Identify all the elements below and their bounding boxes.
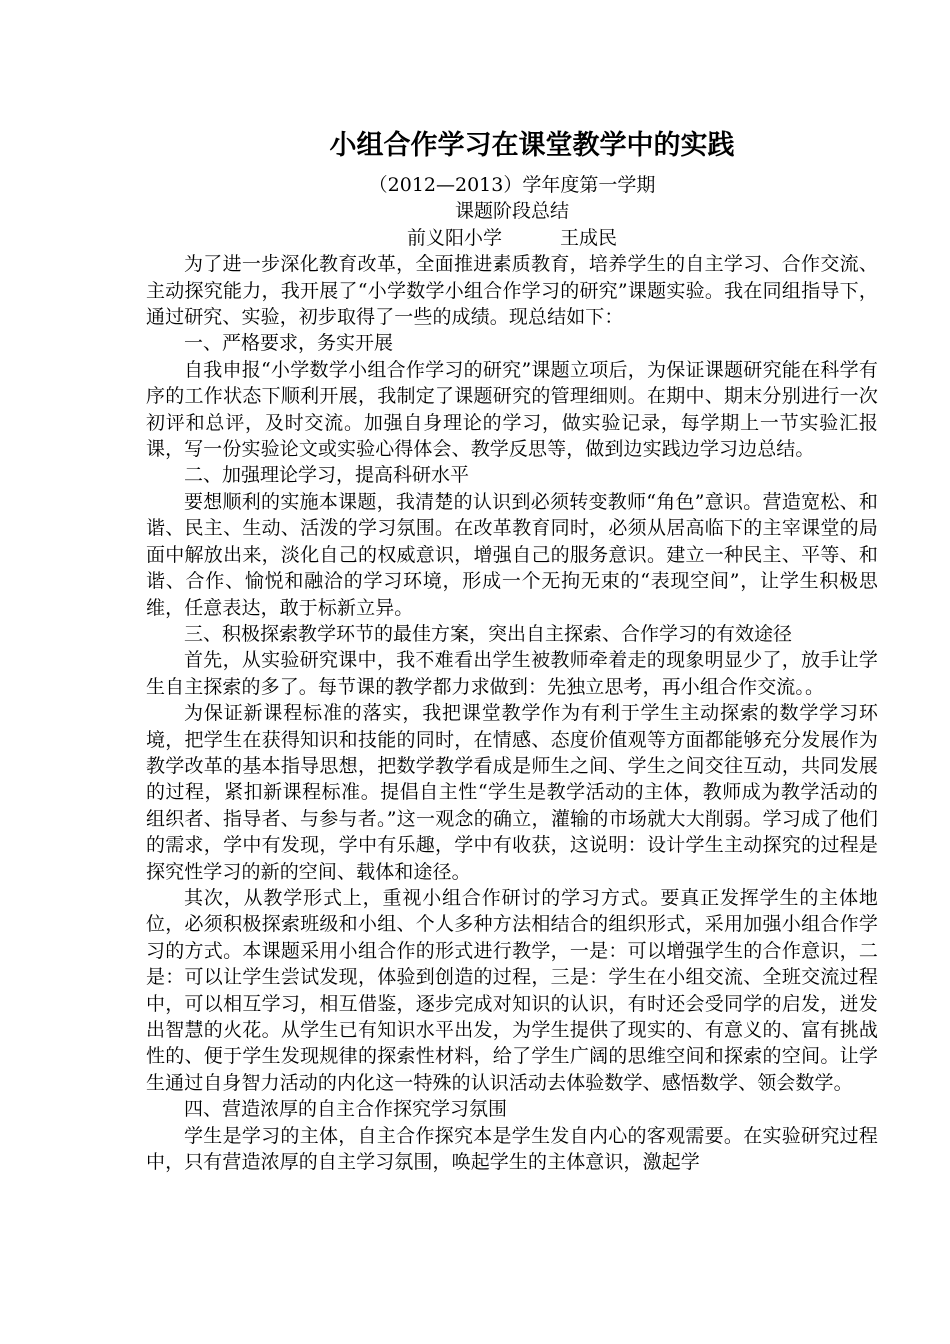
school-name: 前义阳小学 bbox=[406, 226, 502, 249]
section-2-heading: 二、加强理论学习，提高科研水平 bbox=[184, 464, 470, 487]
section-2-paragraph-1: 要想顺利的实施本课题，我清楚的认识到必须转变教师“角色”意识。营造宽松、和谐、民主、生动、活泼的学习氛围。在改革教育同时，必须从居高临下的主宰课堂的局面中解放出来，淡化自己的权威意识，增强自己的服务意识。建立一种民主、平等、和谐、合作、愉悦和融洽的学习环境，形成一个无拘无束的“表现空间”，让学生积极思维，任意表达，敢于标新立异。 bbox=[146, 490, 878, 619]
section-3-paragraph-2: 为保证新课程标准的落实，我把课堂教学作为有利于学生主动探索的数学学习环境，把学生在获得知识和技能的同时，在情感、态度价值观等方面都能够充分发展作为教学改革的基本指导思想，把数学教学看成是师生之间、学生之间交往互动，共同发展的过程，紧扣新课程标准。提倡自主性“学生是教学活动的主体，教师成为教学活动的组织者、指导者、与参与者。”这一观念的确立，灌输的市场就大大削弱。学习成了他们的需求，学中有发现，学中有乐趣，学中有收获，这说明：设计学生主动探究的过程是探究性学习的新的空间、载体和途径。 bbox=[146, 702, 878, 883]
section-3-heading: 三、积极探索教学环节的最佳方案，突出自主探索、合作学习的有效途径 bbox=[184, 622, 793, 645]
section-4-paragraph-1: 学生是学习的主体，自主合作探究本是学生发自内心的客观需要。在实验研究过程中，只有营造浓厚的自主学习氛围，唤起学生的主体意识，激起学 bbox=[146, 1124, 878, 1174]
section-3-paragraph-3: 其次，从教学形式上，重视小组合作研讨的学习方式。要真正发挥学生的主体地位，必须积极探索班级和小组、个人多种方法相结合的组织形式，采用加强小组合作学习的方式。本课题采用小组合作的形式进行教学，一是：可以增强学生的合作意识，二是：可以让学生尝试发现，体验到创造的过程，三是：学生在小组交流、全班交流过程中，可以相互学习，相互借鉴，逐步完成对知识的认识，有时还会受同学的启发，迸发出智慧的火花。从学生已有知识水平出发，为学生提供了现实的、有意义的、富有挑战性的、便于学生发现规律的探索性材料，给了学生广阔的思维空间和探索的空间。让学生通过自身智力活动的内化这一特殊的认识活动去体验数学、感悟数学、领会数学。 bbox=[146, 886, 878, 1094]
document-body bbox=[146, 126, 878, 1175]
section-4-heading: 四、营造浓厚的自主合作探究学习氛围 bbox=[184, 1098, 508, 1121]
subtitle-year: （2012—2013）学年度第一学期 bbox=[368, 174, 656, 196]
author-name: 王成民 bbox=[560, 226, 618, 249]
intro-paragraph: 为了进一步深化教育改革，全面推进素质教育，培养学生的自主学习、合作交流、主动探究能力，我开展了“小学数学小组合作学习的研究”课题实验。我在同组指导下，通过研究、实验，初步取得了一些的成绩。现总结如下： bbox=[146, 253, 878, 329]
section-1-paragraph-1: 自我申报“小学数学小组合作学习的研究”课题立项后，为保证课题研究能在科学有序的工作状态下顺利开展，我制定了课题研究的管理细则。在期中、期末分别进行一次初评和总评，及时交流。加强自身理论的学习，做实验记录，每学期上一节实验汇报课，写一份实验论文或实验心得体会、教学反思等，做到边实践边学习边总结。 bbox=[146, 358, 878, 461]
subtitle-type: 课题阶段总结 bbox=[454, 200, 569, 223]
section-3-paragraph-1: 首先，从实验研究课中，我不难看出学生被教师牵着走的现象明显少了，放手让学生自主探索的多了。每节课的教学都力求做到：先独立思考，再小组合作交流。。 bbox=[146, 649, 878, 698]
author-line bbox=[146, 225, 878, 251]
section-1-heading: 一、严格要求，务实开展 bbox=[184, 332, 394, 355]
document-title: 小组合作学习在课堂教学中的实践 bbox=[329, 130, 735, 161]
